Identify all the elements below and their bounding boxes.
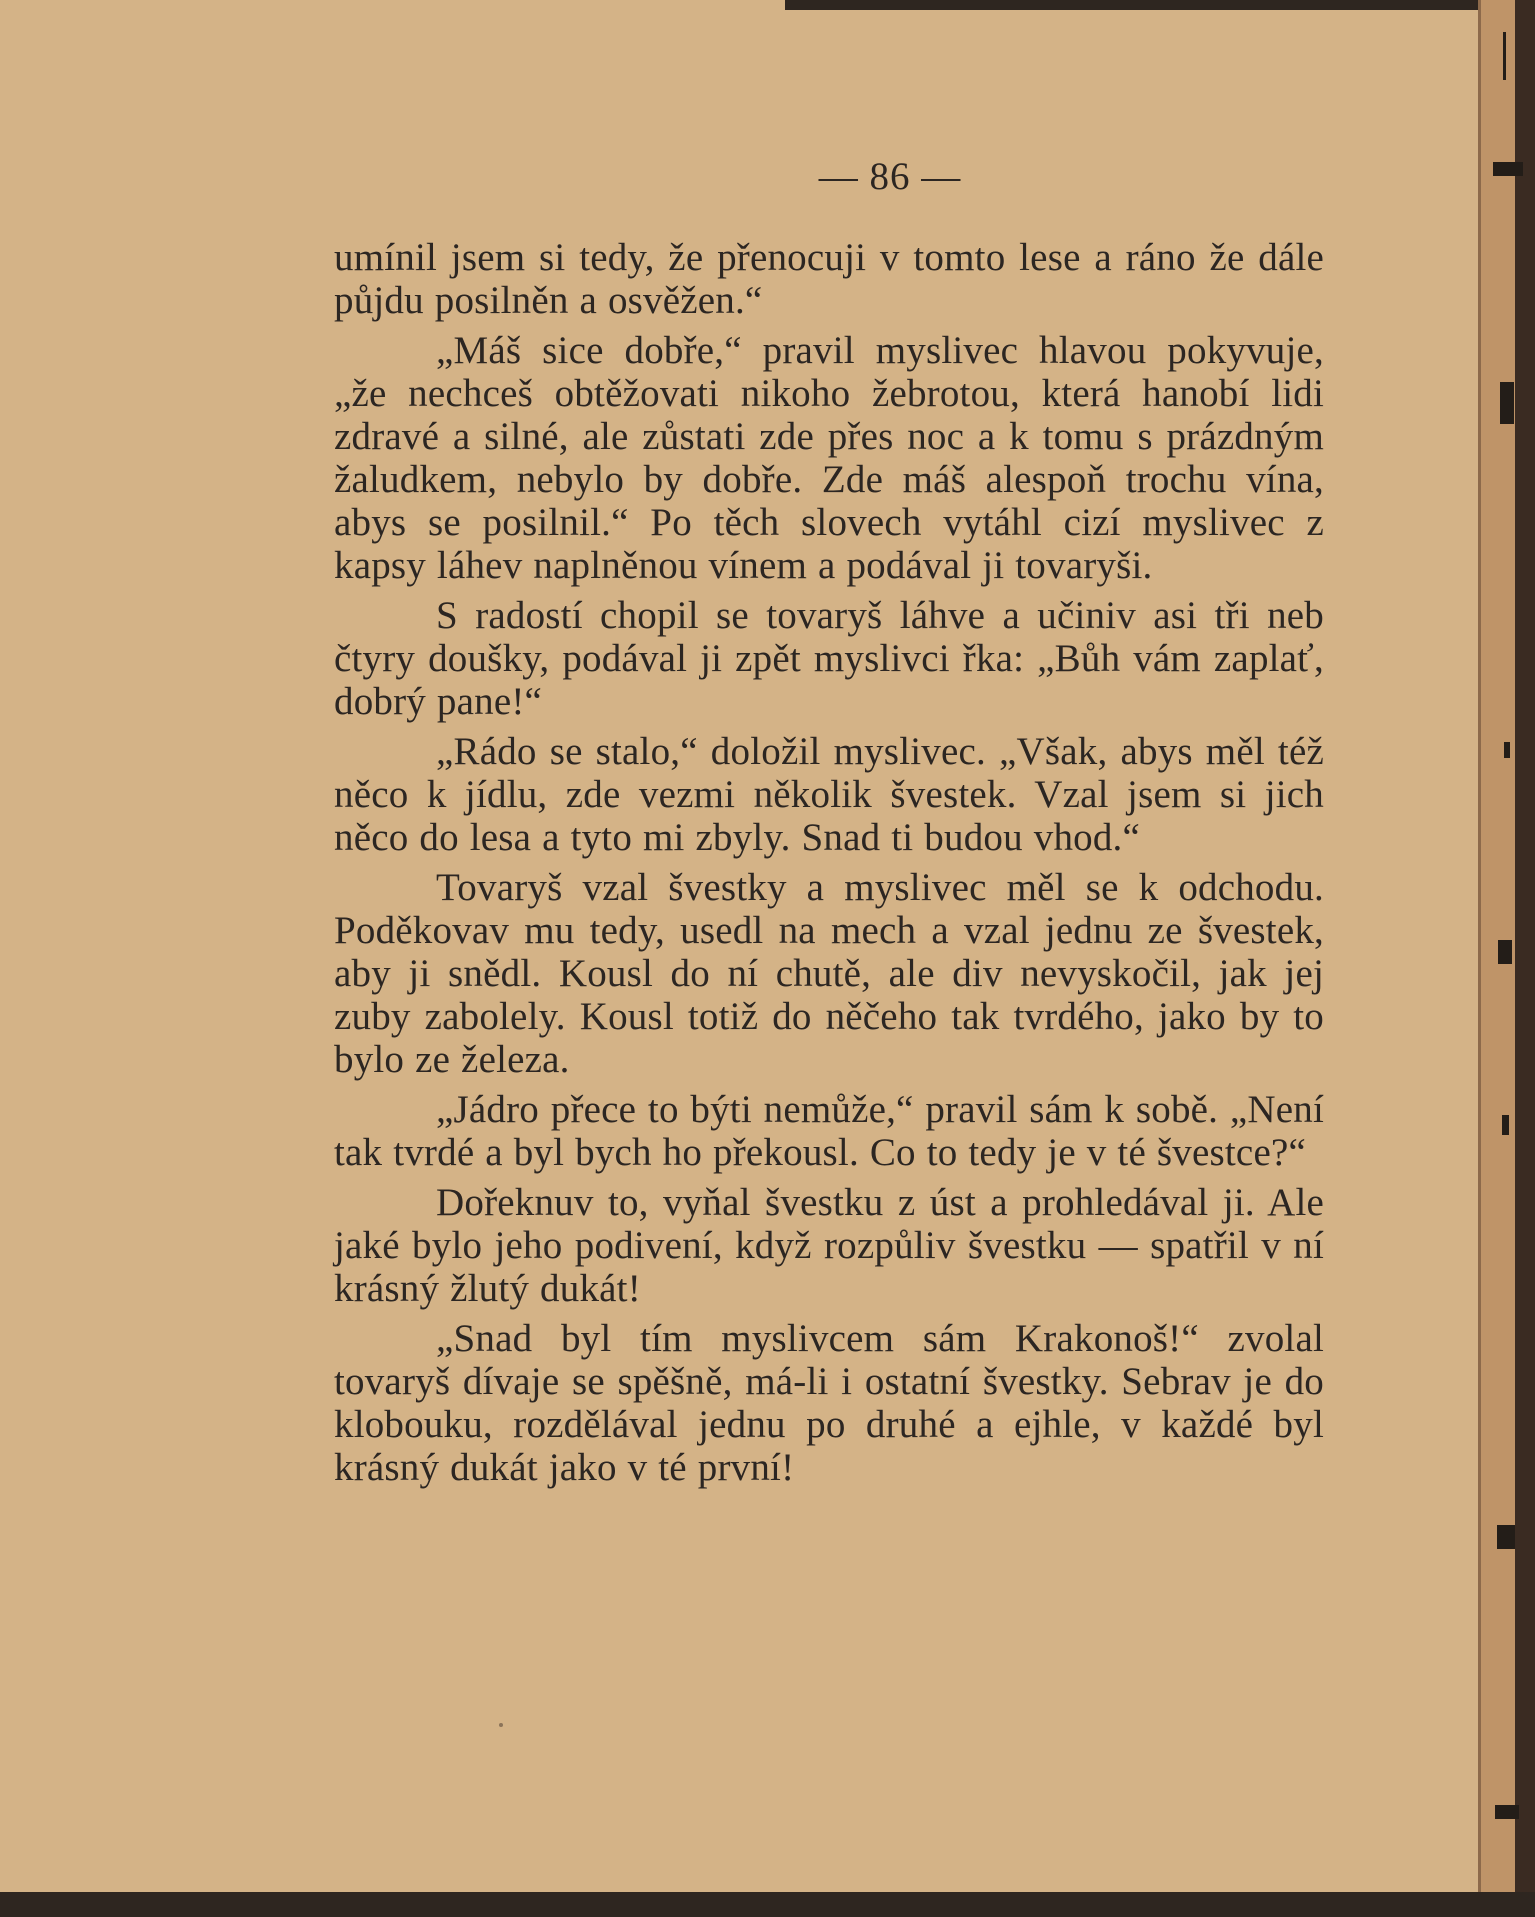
edge-mark xyxy=(1498,940,1512,964)
paragraph-5: Tovaryš vzal švestky a myslivec měl se k odchodu. Poděkovav mu tedy, usedl na mech a vzal jednu ze švestek, aby ji snědl. Kousl do ní chutě, ale div nevyskočil, jak jej zuby zabolely. Kousl totiž do něčeho tak tvrdého, jako by to bylo ze železa. xyxy=(334,866,1324,1081)
page-number: — 86 — xyxy=(818,155,962,198)
paragraph-8: „Snad byl tím myslivcem sám Krakonoš!“ zvolal tovaryš dívaje se spěšně, má-li i ostatní švestky. Sebrav je do klobouku, rozdělával jednu po druhé a ejhle, v každé byl krásný dukát jako v té první! xyxy=(334,1317,1324,1489)
edge-marks xyxy=(1490,0,1535,1917)
edge-mark xyxy=(1503,32,1506,80)
edge-mark xyxy=(1500,382,1514,424)
dust-spot xyxy=(499,1723,503,1727)
edge-mark xyxy=(1502,1115,1509,1135)
edge-mark xyxy=(1497,1525,1515,1549)
page-text xyxy=(334,236,1324,1496)
paragraph-6: „Jádro přece to býti nemůže,“ pravil sám k sobě. „Není tak tvrdé a byl bych ho překousl. Co to tedy je v té švestce?“ xyxy=(334,1088,1324,1174)
top-shadow xyxy=(785,0,1490,10)
edge-mark xyxy=(1493,162,1523,176)
paragraph-3: S radostí chopil se tovaryš láhve a učiniv asi tři neb čtyry doušky, podával ji zpět myslivci řka: „Bůh vám zaplať, dobrý pane!“ xyxy=(334,594,1324,723)
edge-mark xyxy=(1495,1805,1519,1819)
bottom-shadow xyxy=(0,1892,1535,1917)
paragraph-4: „Rádo se stalo,“ doložil myslivec. „Však, abys měl též něco k jídlu, zde vezmi několik švestek. Vzal jsem si jich něco do lesa a tyto mi zbyly. Snad ti budou vhod.“ xyxy=(334,730,1324,859)
paragraph-1: umínil jsem si tedy, že přenocuji v tomto lese a ráno že dále půjdu posilněn a osvěžen.“ xyxy=(334,236,1324,322)
paragraph-2: „Máš sice dobře,“ pravil myslivec hlavou pokyvuje, „že nechceš obtěžovati nikoho žebrotou, která hanobí lidi zdravé a silné, ale zůstati zde přes noc a k tomu s prázdným žaludkem, nebylo by dobře. Zde máš alespoň trochu vína, abys se posilnil.“ Po těch slovech vytáhl cizí myslivec z kapsy láhev naplněnou vínem a podával ji tovaryši. xyxy=(334,329,1324,587)
paragraph-7: Dořeknuv to, vyňal švestku z úst a prohledával ji. Ale jaké bylo jeho podivení, když rozpůliv švestku — spatřil v ní krásný žlutý dukát! xyxy=(334,1181,1324,1310)
edge-mark xyxy=(1504,742,1510,758)
